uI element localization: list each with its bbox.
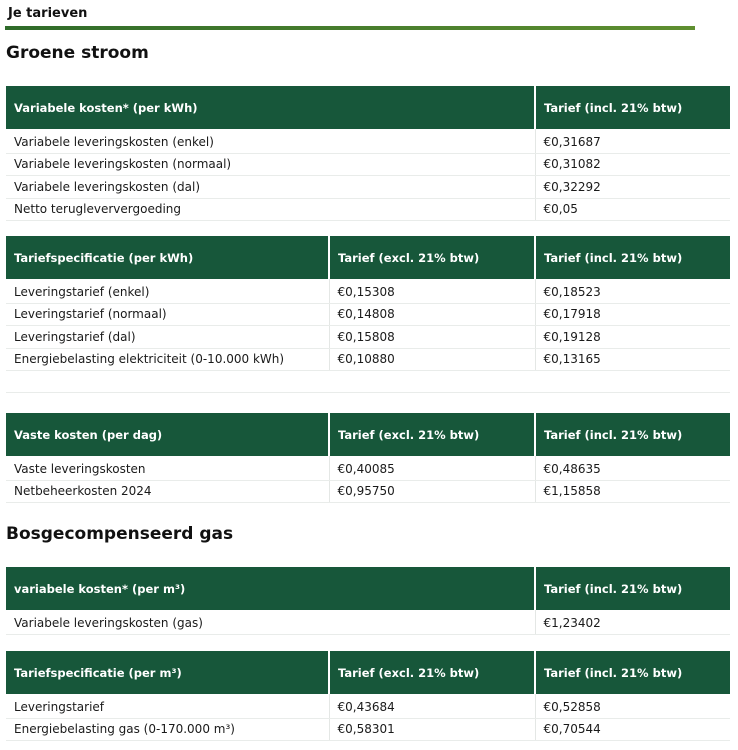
cell-value: €0,95750 [329,480,535,503]
table-row [6,279,730,303]
cell-label: Variabele leveringskosten (enkel) [6,129,535,153]
column-header: Variabele kosten* (per kWh) [6,86,535,129]
cell-value: €0,10880 [329,348,535,371]
column-header: Tarief (incl. 21% btw) [535,413,730,456]
table-vaste-kosten [6,413,730,503]
cell-label: Leveringstarief (enkel) [6,279,329,303]
table-row [6,326,730,349]
table-header-row [6,236,730,279]
header-rule [5,26,695,30]
cell-value: €0,52858 [535,694,730,718]
cell-label: Leveringstarief [6,694,329,718]
cell-value: €0,15808 [329,326,535,349]
cell-label: Netbeheerkosten 2024 [6,480,329,503]
table-header-row [6,413,730,456]
table-row [6,694,730,718]
cell-value: €0,17918 [535,303,730,326]
column-header: variabele kosten* (per m³) [6,567,535,610]
table-stroom-variabel [6,86,730,221]
table-row [6,303,730,326]
table-row [6,153,730,176]
cell-label: Energiebelasting gas (0-170.000 m³) [6,718,329,741]
cell-value: €1,23402 [535,610,730,634]
cell-label: Leveringstarief (dal) [6,326,329,349]
table-gas-variabel [6,567,730,635]
column-header: Tarief (incl. 21% btw) [535,567,730,610]
table-row [6,198,730,221]
divider [6,392,730,393]
cell-value: €0,14808 [329,303,535,326]
cell-label: Leveringstarief (normaal) [6,303,329,326]
table-row [6,610,730,634]
table-row [6,480,730,503]
column-header: Tariefspecificatie (per kWh) [6,236,329,279]
table-row [6,348,730,371]
cell-value: €0,70544 [535,718,730,741]
column-header: Tarief (incl. 21% btw) [535,651,730,694]
cell-value: €1,15858 [535,480,730,503]
cell-value: €0,31082 [535,153,730,176]
cell-label: Variabele leveringskosten (gas) [6,610,535,634]
table-row [6,176,730,199]
table-row [6,456,730,480]
cell-value: €0,05 [535,198,730,221]
cell-value: €0,18523 [535,279,730,303]
column-header: Tarief (incl. 21% btw) [535,236,730,279]
cell-label: Netto terugleververgoeding [6,198,535,221]
cell-value: €0,48635 [535,456,730,480]
column-header: Vaste kosten (per dag) [6,413,329,456]
cell-value: €0,58301 [329,718,535,741]
table-gas-spec [6,651,730,741]
cell-value: €0,32292 [535,176,730,199]
page-header-title: Je tarieven [8,6,88,21]
column-header: Tarief (excl. 21% btw) [329,236,535,279]
table-header-row [6,86,730,129]
cell-value: €0,15308 [329,279,535,303]
column-header: Tariefspecificatie (per m³) [6,651,329,694]
section-title-gas: Bosgecompenseerd gas [6,524,234,544]
cell-label: Energiebelasting elektriciteit (0-10.000 kWh) [6,348,329,371]
cell-label: Variabele leveringskosten (dal) [6,176,535,199]
cell-label: Variabele leveringskosten (normaal) [6,153,535,176]
table-stroom-spec [6,236,730,371]
column-header: Tarief (incl. 21% btw) [535,86,730,129]
cell-value: €0,43684 [329,694,535,718]
table-row [6,129,730,153]
cell-value: €0,40085 [329,456,535,480]
table-row [6,718,730,741]
cell-value: €0,13165 [535,348,730,371]
column-header: Tarief (excl. 21% btw) [329,413,535,456]
column-header: Tarief (excl. 21% btw) [329,651,535,694]
cell-label: Vaste leveringskosten [6,456,329,480]
cell-value: €0,19128 [535,326,730,349]
table-header-row [6,567,730,610]
cell-value: €0,31687 [535,129,730,153]
table-header-row [6,651,730,694]
section-title-stroom: Groene stroom [6,43,149,63]
